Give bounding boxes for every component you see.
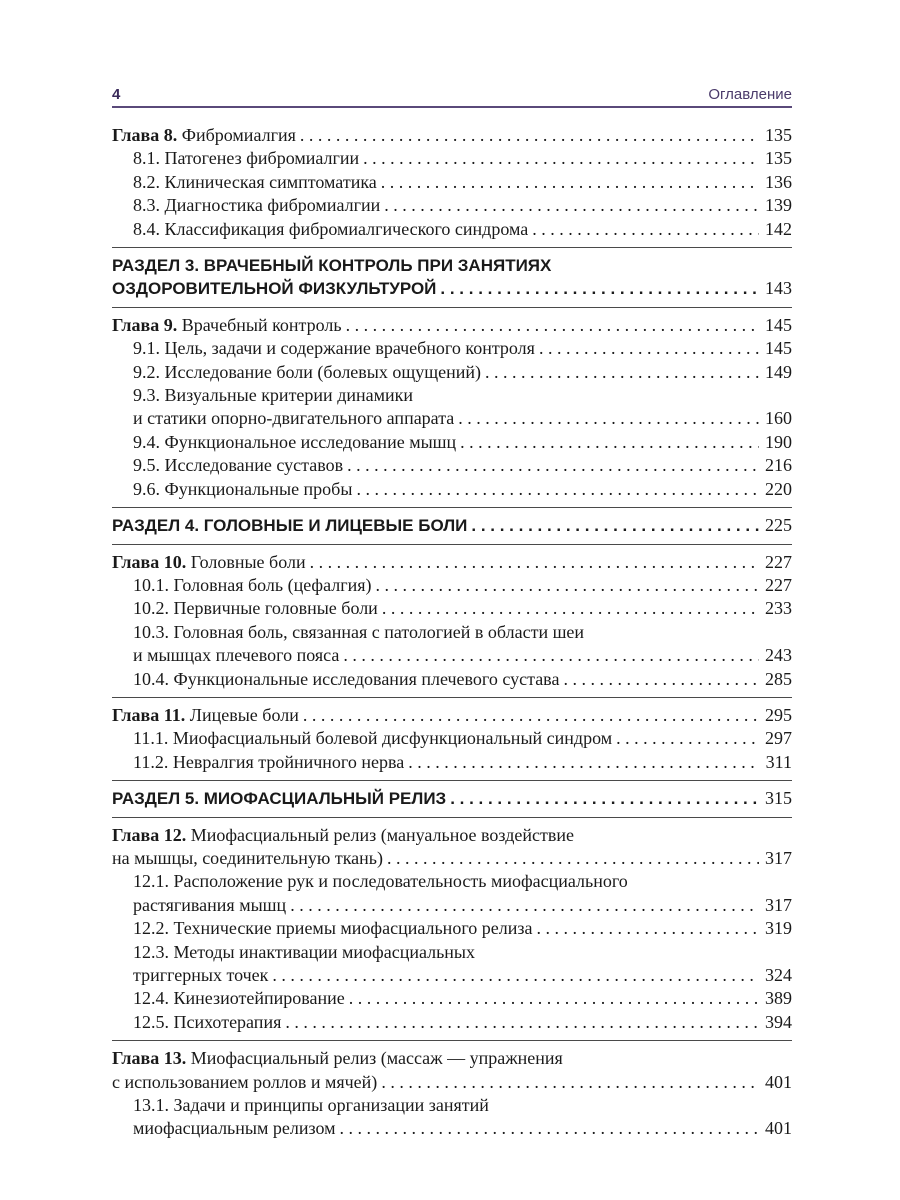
toc-entry-sub[interactable] xyxy=(112,870,792,917)
page-ref: 297 xyxy=(765,728,792,749)
toc-entry-title: 9.3. Визуальные критерии динамики xyxy=(133,385,414,406)
page-ref: 285 xyxy=(765,668,792,689)
dot-leader xyxy=(539,337,759,360)
toc-entry-title: 10.2. Первичные головные боли xyxy=(133,598,378,619)
page-ref: 394 xyxy=(765,1011,792,1032)
section-divider xyxy=(112,780,792,781)
toc-entry-chapter[interactable] xyxy=(112,824,792,871)
toc-entry-title: 8.2. Клиническая симптоматика xyxy=(133,171,377,192)
toc-entry-chapter[interactable] xyxy=(112,704,792,727)
page-ref: 311 xyxy=(765,751,792,772)
chapter-label: Глава 10. xyxy=(112,551,187,572)
section-divider xyxy=(112,544,792,545)
dot-leader xyxy=(349,987,759,1010)
chapter-label: Глава 13. xyxy=(112,1048,187,1069)
dot-leader xyxy=(347,454,759,477)
dot-leader xyxy=(300,124,759,147)
page-ref: 243 xyxy=(765,645,792,666)
toc-entry-title: 12.5. Психотерапия xyxy=(133,1011,282,1032)
dot-leader xyxy=(616,727,759,750)
toc-entry-title: 9.4. Функциональное исследование мышц xyxy=(133,431,457,452)
page-ref: 324 xyxy=(765,965,792,985)
toc-entry-title: РАЗДЕЛ 4. ГОЛОВНЫЕ И ЛИЦЕВЫЕ БОЛИ xyxy=(112,516,468,536)
page-ref: 401 xyxy=(765,1118,792,1139)
toc-entry-section[interactable] xyxy=(112,787,792,810)
page-ref: 317 xyxy=(765,847,792,868)
toc-entry-chapter[interactable] xyxy=(112,314,792,337)
chapter-label: Глава 11. xyxy=(112,704,186,725)
dot-leader xyxy=(381,1071,759,1094)
dot-leader xyxy=(343,644,759,667)
toc-entry-title: 12.3. Методы инактивации миофасциальных xyxy=(133,941,476,962)
page-ref: 145 xyxy=(765,338,792,359)
header-rule xyxy=(112,106,792,108)
toc-entry-title: Глава 9. Врачебный контроль xyxy=(112,314,342,335)
dot-leader xyxy=(290,894,759,917)
toc-entry-sub[interactable] xyxy=(112,218,792,241)
toc-entry-sub[interactable] xyxy=(112,751,792,774)
dot-leader xyxy=(460,431,759,454)
chapter-label: Глава 9. xyxy=(112,314,178,335)
page-ref: 295 xyxy=(765,704,792,725)
toc-entry-title: РАЗДЕЛ 5. МИОФАСЦИАЛЬНЫЙ РЕЛИЗ xyxy=(112,789,447,809)
page-ref: 190 xyxy=(765,431,792,452)
toc-entry-sub[interactable] xyxy=(112,361,792,384)
toc-entry-title: 10.3. Головная боль, связанная с патологией в области шеи xyxy=(133,621,585,642)
table-of-contents xyxy=(112,124,792,1141)
toc-entry-title: 12.1. Расположение рук и последовательность миофасциального xyxy=(133,871,628,892)
page-ref: 225 xyxy=(765,515,792,536)
page-ref: 220 xyxy=(765,478,792,499)
page-ref: 216 xyxy=(765,455,792,476)
page-ref: 143 xyxy=(765,278,792,299)
section-divider xyxy=(112,247,792,248)
section-divider xyxy=(112,1040,792,1041)
page-ref: 135 xyxy=(765,125,792,145)
toc-entry-title: 11.2. Невралгия тройничного нерва xyxy=(133,751,405,772)
toc-entry-sub[interactable] xyxy=(112,1094,792,1141)
toc-entry-title: триггерных точек xyxy=(133,965,269,985)
page-number: 4 xyxy=(112,86,121,103)
toc-entry-title: и статики опорно-двигательного аппарата xyxy=(133,408,455,429)
page-ref: 319 xyxy=(765,918,792,939)
chapter-label: Глава 12. xyxy=(112,824,187,845)
toc-entry-sub[interactable] xyxy=(112,621,792,668)
dot-leader xyxy=(450,787,759,810)
toc-entry-sub[interactable] xyxy=(112,597,792,620)
page-ref: 317 xyxy=(765,894,792,915)
toc-entry-title: ОЗДОРОВИТЕЛЬНОЙ ФИЗКУЛЬТУРОЙ xyxy=(112,279,437,299)
dot-leader xyxy=(381,171,759,194)
toc-entry-sub[interactable] xyxy=(112,574,792,597)
dot-leader xyxy=(440,277,759,300)
toc-entry-section[interactable] xyxy=(112,514,792,537)
dot-leader xyxy=(346,314,759,337)
toc-entry-chapter[interactable] xyxy=(112,124,792,147)
toc-entry-title: 8.3. Диагностика фибромиалгии xyxy=(133,195,381,216)
dot-leader xyxy=(363,147,759,170)
toc-entry-title: 9.6. Функциональные пробы xyxy=(133,478,353,499)
running-title: Оглавление xyxy=(708,86,792,103)
toc-entry-sub[interactable] xyxy=(112,941,792,988)
dot-leader xyxy=(382,597,759,620)
toc-entry-title: Глава 8. Фибромиалгия xyxy=(112,125,296,145)
dot-leader xyxy=(485,361,759,384)
dot-leader xyxy=(272,964,759,987)
dot-leader xyxy=(408,751,759,774)
dot-leader xyxy=(303,704,759,727)
section-divider xyxy=(112,817,792,818)
dot-leader xyxy=(356,478,759,501)
toc-entry-title: 9.2. Исследование боли (болевых ощущений) xyxy=(133,361,481,382)
toc-entry-title: миофасциальным релизом xyxy=(133,1118,336,1139)
toc-entry-sub[interactable] xyxy=(112,431,792,454)
toc-entry-sub[interactable] xyxy=(112,384,792,431)
toc-entry-title: Глава 10. Головные боли xyxy=(112,551,306,572)
dot-leader xyxy=(536,917,759,940)
toc-entry-title: с использованием роллов и мячей) xyxy=(112,1071,378,1092)
toc-entry-section[interactable] xyxy=(112,254,792,301)
toc-entry-title: 13.1. Задачи и принципы организации занятий xyxy=(133,1095,489,1116)
dot-leader xyxy=(376,574,760,597)
page-ref: 135 xyxy=(765,148,792,169)
toc-entry-sub[interactable] xyxy=(112,668,792,691)
dot-leader xyxy=(471,514,759,537)
toc-entry-sub[interactable] xyxy=(112,1011,792,1034)
toc-entry-title: 8.4. Классификация фибромиалгического синдрома xyxy=(133,218,529,239)
toc-entry-title: 11.1. Миофасциальный болевой дисфункциональный синдром xyxy=(133,728,613,749)
page-ref: 149 xyxy=(765,361,792,382)
section-divider xyxy=(112,697,792,698)
toc-entry-sub[interactable] xyxy=(112,454,792,477)
chapter-label: Глава 8. xyxy=(112,125,178,145)
toc-entry-title: Глава 13. Миофасциальный релиз (массаж — упражнения xyxy=(112,1048,563,1069)
page-ref: 160 xyxy=(765,408,792,429)
toc-entry-title: 12.2. Технические приемы миофасциального релиза xyxy=(133,918,533,939)
toc-entry-title: 9.1. Цель, задачи и содержание врачебного контроля xyxy=(133,338,535,359)
section-divider xyxy=(112,307,792,308)
toc-entry-sub[interactable] xyxy=(112,478,792,501)
page-ref: 401 xyxy=(765,1071,792,1092)
toc-entry-sub[interactable] xyxy=(112,194,792,217)
page-ref: 139 xyxy=(765,195,792,216)
dot-leader xyxy=(532,218,759,241)
toc-entry-title: 12.4. Кинезиотейпирование xyxy=(133,988,345,1009)
page-ref: 136 xyxy=(765,171,792,192)
toc-entry-sub[interactable] xyxy=(112,337,792,360)
dot-leader xyxy=(387,847,759,870)
toc-entry-title: 9.5. Исследование суставов xyxy=(133,455,344,476)
dot-leader xyxy=(285,1011,759,1034)
toc-entry-title: Глава 11. Лицевые боли xyxy=(112,704,299,725)
dot-leader xyxy=(310,551,759,574)
toc-entry-title: на мышцы, соединительную ткань) xyxy=(112,847,384,868)
page-ref: 389 xyxy=(765,988,792,1009)
toc-entry-sub[interactable] xyxy=(112,147,792,170)
toc-entry-sub[interactable] xyxy=(112,917,792,940)
toc-entry-sub[interactable] xyxy=(112,171,792,194)
page-ref: 227 xyxy=(765,574,792,595)
dot-leader xyxy=(340,1117,759,1140)
page-ref: 145 xyxy=(765,314,792,335)
toc-entry-sub[interactable] xyxy=(112,727,792,750)
toc-entry-title: 10.1. Головная боль (цефалгия) xyxy=(133,574,372,595)
toc-entry-title: растягивания мышц xyxy=(133,894,287,915)
toc-entry-title: 8.1. Патогенез фибромиалгии xyxy=(133,148,360,169)
dot-leader xyxy=(458,407,759,430)
page-ref: 227 xyxy=(765,551,792,572)
dot-leader xyxy=(563,668,759,691)
page-ref: 315 xyxy=(765,788,792,809)
toc-entry-title: Глава 12. Миофасциальный релиз (мануальное воздействие xyxy=(112,824,574,845)
toc-entry-title: РАЗДЕЛ 3. ВРАЧЕБНЫЙ КОНТРОЛЬ ПРИ ЗАНЯТИЯХ xyxy=(112,256,552,276)
toc-entry-sub[interactable] xyxy=(112,987,792,1010)
toc-entry-chapter[interactable] xyxy=(112,551,792,574)
page-ref: 142 xyxy=(765,218,792,239)
toc-entry-chapter[interactable] xyxy=(112,1047,792,1094)
section-divider xyxy=(112,507,792,508)
toc-entry-title: и мышцах плечевого пояса xyxy=(133,645,340,666)
page-header xyxy=(112,84,792,108)
dot-leader xyxy=(384,194,759,217)
toc-entry-title: 10.4. Функциональные исследования плечевого сустава xyxy=(133,668,560,689)
page-ref: 233 xyxy=(765,598,792,619)
